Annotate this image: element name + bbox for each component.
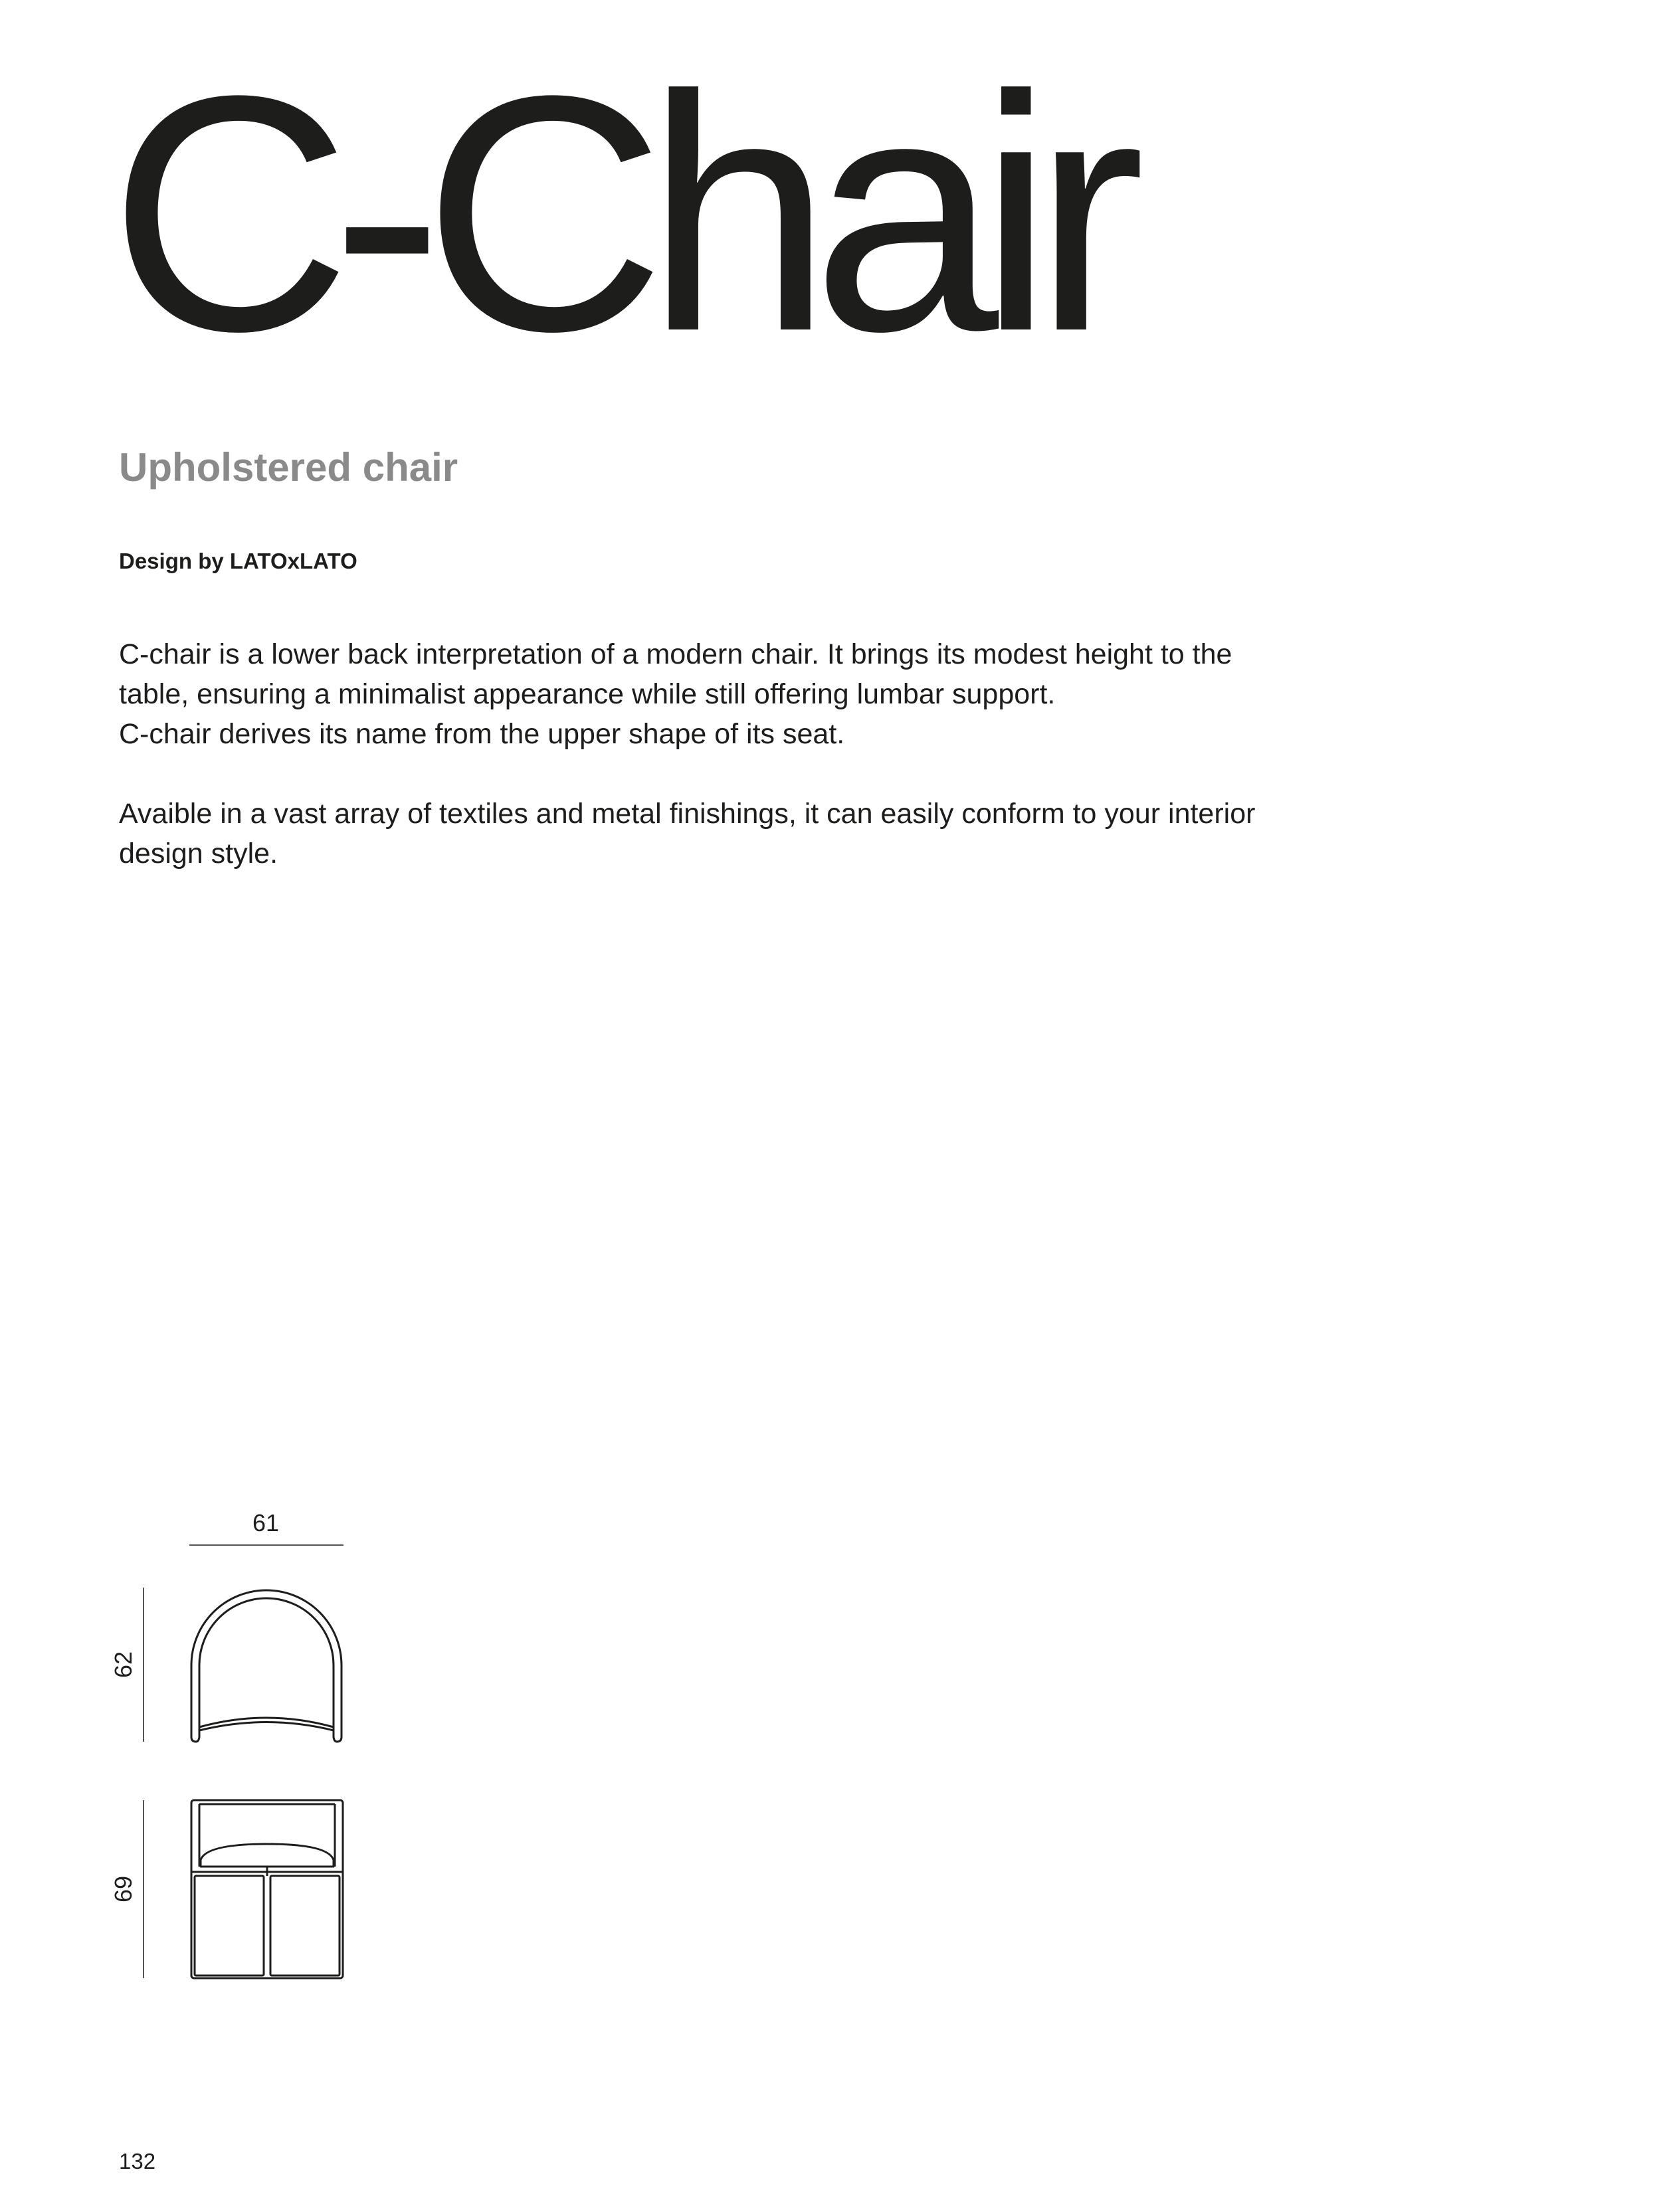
chair-front-view-drawing xyxy=(191,1800,343,1978)
product-description xyxy=(119,634,1302,874)
height-label: 69 xyxy=(110,1875,137,1903)
depth-dimension xyxy=(110,1588,144,1742)
depth-label: 62 xyxy=(110,1651,137,1679)
description-paragraph-2: Avaible in a vast array of textiles and metal finishings, it can easily conform to your interior design style. xyxy=(119,798,1256,870)
chair-top-view-drawing xyxy=(191,1590,342,1742)
width-label: 61 xyxy=(252,1509,280,1536)
description-paragraph-1-line-1: C-chair is a lower back interpretation of a modern chair. It brings its modest height to the table, ensuring a minimalist appearance while still offering lumbar support. xyxy=(119,638,1232,710)
designer-credit: Design by LATOxLATO xyxy=(119,549,357,573)
page-number: 132 xyxy=(119,2149,156,2173)
product-title: C-Chair xyxy=(109,27,1125,401)
paragraph-spacer xyxy=(119,754,1302,794)
technical-drawings xyxy=(106,1508,372,1986)
description-paragraph-1-line-2: C-chair derives its name from the upper shape of its seat. xyxy=(119,718,845,750)
product-subtitle: Upholstered chair xyxy=(119,445,458,490)
width-dimension xyxy=(189,1509,343,1545)
height-dimension xyxy=(110,1800,144,1978)
